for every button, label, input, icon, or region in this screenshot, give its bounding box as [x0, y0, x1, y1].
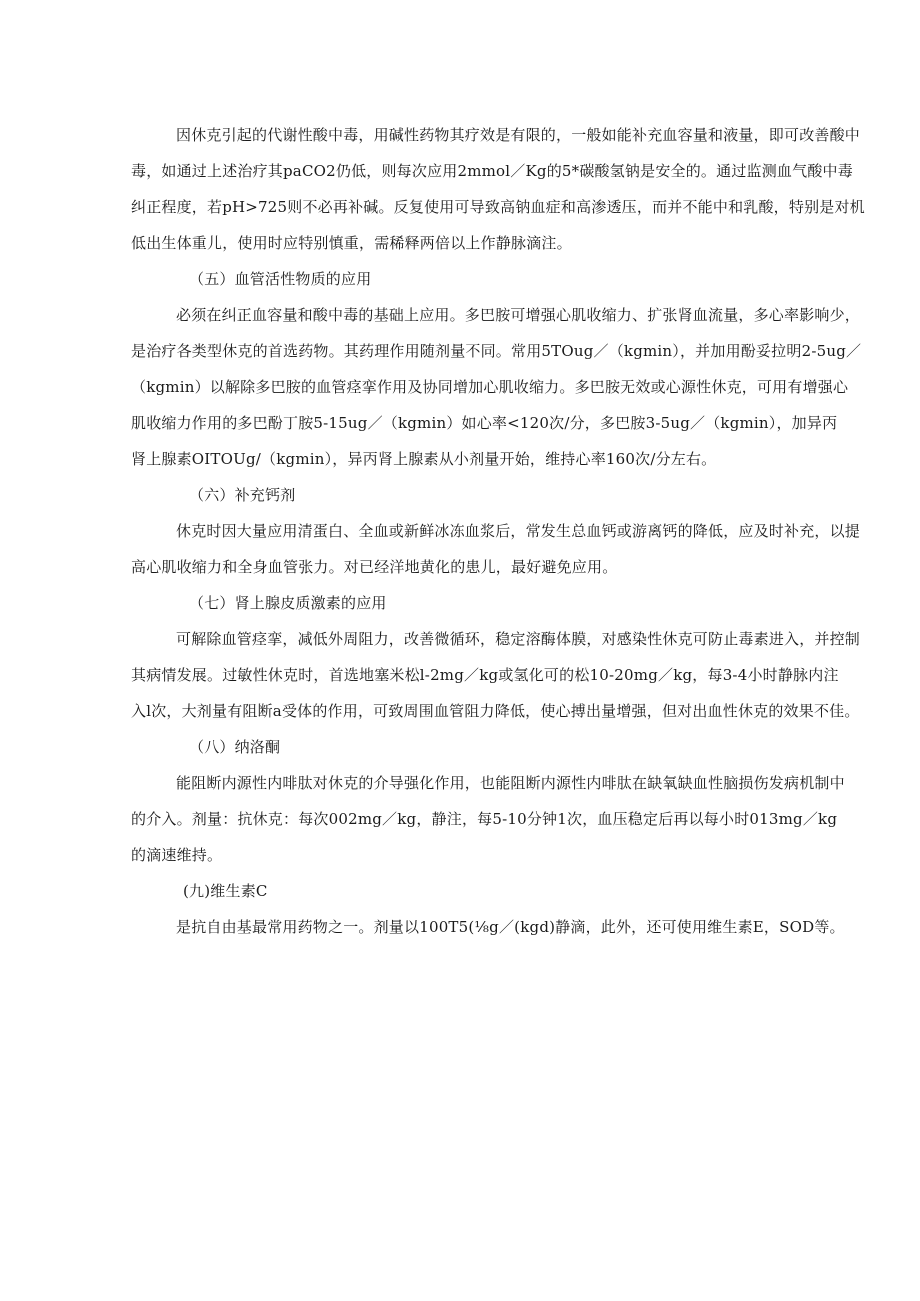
paragraph-line: 毒，如通过上述治疗其paCO2仍低，则每次应用2mmol／Kg的5*碳酸氢钠是安全的。通过监测血气酸中毒: [131, 162, 853, 180]
section-heading: (九)维生素C: [183, 882, 268, 900]
paragraph-line: 纠正程度，若pH>725则不必再补碱。反复使用可导致高钠血症和高渗透压，而并不能中和乳酸，特别是对机: [131, 198, 865, 216]
paragraph-line: （kgmin）以解除多巴胺的血管痉挛作用及协同增加心肌收缩力。多巴胺无效或心源性休克，可用有增强心: [131, 378, 849, 396]
paragraph-line: 必须在纠正血容量和酸中毒的基础上应用。多巴胺可增强心肌收缩力、扩张肾血流量，多心率影响少，: [176, 306, 861, 324]
paragraph-line: 可解除血管痉挛，减低外周阻力，改善微循环，稳定溶酶体膜，对感染性休克可防止毒素进入，并控制: [176, 630, 861, 648]
paragraph-line: 是抗自由基最常用药物之一。剂量以100T5(⅛g／(kgd)静滴，此外，还可使用维生素E，SOD等。: [176, 918, 845, 936]
paragraph-line: 能阻断内源性内啡肽对休克的介导强化作用，也能阻断内源性内啡肽在缺氧缺血性脑损伤发病机制中: [176, 774, 845, 792]
paragraph-line: 肾上腺素OITOUg/（kgmin），异丙肾上腺素从小剂量开始，维持心率160次/分左右。: [131, 450, 717, 468]
section-heading: （七）肾上腺皮质激素的应用: [189, 594, 387, 612]
paragraph-line: 高心肌收缩力和全身血管张力。对已经洋地黄化的患儿，最好避免应用。: [131, 558, 618, 576]
section-heading: （五）血管活性物质的应用: [189, 270, 372, 288]
paragraph-line: 是治疗各类型休克的首选药物。其药理作用随剂量不同。常用5TOug／（kgmin），并加用酚妥拉明2-5ug／: [131, 342, 862, 360]
section-heading: （八）纳洛酮: [189, 738, 281, 756]
paragraph-line: 休克时因大量应用清蛋白、全血或新鲜冰冻血浆后，常发生总血钙或游离钙的降低，应及时补充，以提: [176, 522, 861, 540]
section-heading: （六）补充钙剂: [189, 486, 296, 504]
paragraph-line: 的滴速维持。: [131, 846, 223, 864]
paragraph-line: 的介入。剂量：抗休克：每次002mg／kg，静注，每5-10分钟1次，血压稳定后再以每小时013mg／kg: [131, 810, 838, 828]
paragraph-line: 因休克引起的代谢性酸中毒，用碱性药物其疗效是有限的，一般如能补充血容量和液量，即可改善酸中: [176, 126, 861, 144]
paragraph-line: 低出生体重儿，使用时应特别慎重，需稀释两倍以上作静脉滴注。: [131, 234, 572, 252]
paragraph-line: 其病情发展。过敏性休克时，首选地塞米松l-2mg／kg或氢化可的松10-20mg／kg，每3-4小时静脉内注: [131, 666, 839, 684]
paragraph-line: 肌收缩力作用的多巴酚丁胺5-15ug／（kgmin）如心率<120次/分，多巴胺3-5ug／（kgmin），加异丙: [131, 414, 838, 432]
paragraph-line: 入l次，大剂量有阻断a受体的作用，可致周围血管阻力降低，使心搏出量增强，但对出血性休克的效果不佳。: [131, 702, 860, 720]
